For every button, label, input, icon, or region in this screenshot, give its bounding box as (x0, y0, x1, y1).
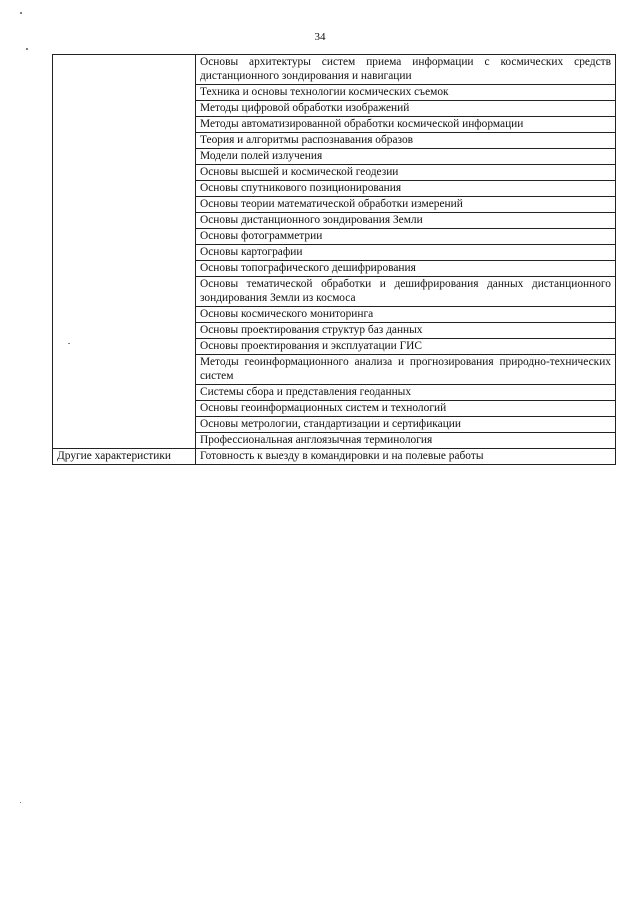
knowledge-item: Основы картографии (196, 245, 616, 261)
other-characteristics-label: Другие характеристики (53, 449, 196, 465)
knowledge-item: Основы космического мониторинга (196, 307, 616, 323)
knowledge-item: Основы теории математической обработки измерений (196, 197, 616, 213)
knowledge-item: Модели полей излучения (196, 149, 616, 165)
scan-speck (26, 48, 28, 50)
knowledge-item: Теория и алгоритмы распознавания образов (196, 133, 616, 149)
knowledge-item: Методы цифровой обработки изображений (196, 101, 616, 117)
knowledge-item: Основы фотограмметрии (196, 229, 616, 245)
scan-speck (20, 12, 22, 14)
table-row (53, 55, 616, 85)
knowledge-item: Системы сбора и представления геоданных (196, 385, 616, 401)
requirements-table (52, 54, 616, 465)
knowledge-item: Профессиональная англоязычная терминология (196, 433, 616, 449)
knowledge-item: Основы тематической обработки и дешифрирования данных дистанционного зондирования Земли из космоса (196, 277, 616, 307)
table-row (53, 449, 616, 465)
knowledge-item: Основы проектирования и эксплуатации ГИС (196, 339, 616, 355)
scan-speck (68, 343, 70, 344)
knowledge-item: Основы спутникового позиционирования (196, 181, 616, 197)
knowledge-item: Основы геоинформационных систем и технологий (196, 401, 616, 417)
knowledge-item: Техника и основы технологии космических съемок (196, 85, 616, 101)
knowledge-item: Основы топографического дешифрирования (196, 261, 616, 277)
knowledge-item: Основы высшей и космической геодезии (196, 165, 616, 181)
knowledge-item: Основы дистанционного зондирования Земли (196, 213, 616, 229)
scan-speck (20, 802, 21, 803)
knowledge-item: Методы геоинформационного анализа и прогнозирования природно-технических систем (196, 355, 616, 385)
category-cell-empty (53, 55, 196, 449)
page-number: 34 (314, 31, 326, 43)
knowledge-item: Основы архитектуры систем приема информации с космических средств дистанционного зондирования и навигации (196, 55, 616, 85)
knowledge-item: Методы автоматизированной обработки космической информации (196, 117, 616, 133)
other-characteristics-value: Готовность к выезду в командировки и на полевые работы (196, 449, 616, 465)
knowledge-item: Основы метрологии, стандартизации и сертификации (196, 417, 616, 433)
knowledge-item: Основы проектирования структур баз данных (196, 323, 616, 339)
